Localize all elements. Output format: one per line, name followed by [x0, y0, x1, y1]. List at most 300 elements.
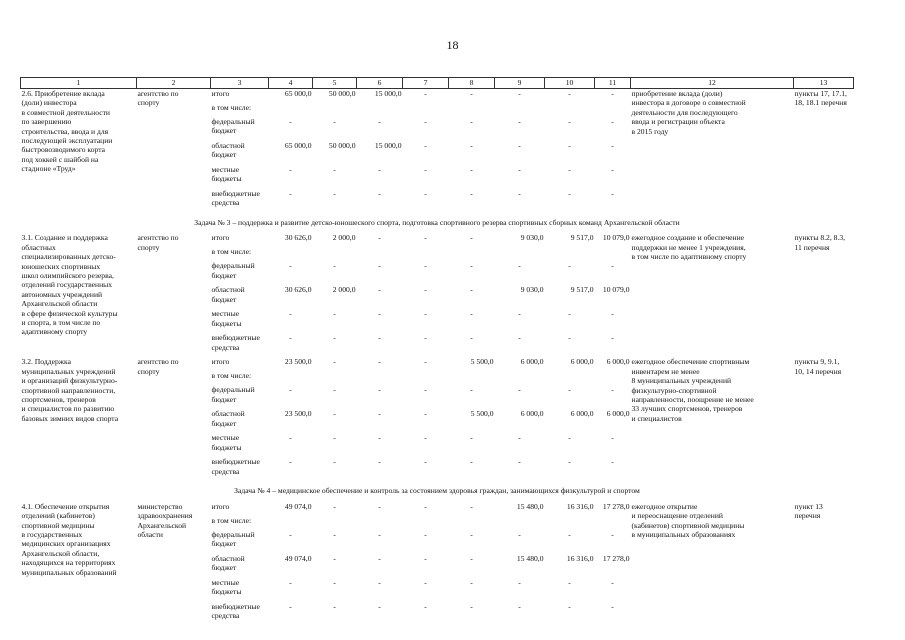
funding-value: [495, 371, 545, 385]
funding-source-line: областной: [211, 409, 245, 419]
funding-value: -: [424, 141, 427, 150]
activity-name-line: последующей эксплуатации: [21, 136, 113, 146]
funding-value: [449, 516, 495, 530]
funding-source-line: федеральный: [211, 385, 255, 395]
funding-value: -: [378, 333, 381, 343]
funding-value: -: [568, 141, 571, 150]
funding-value: -: [333, 189, 336, 198]
funding-value: -: [333, 553, 336, 563]
funding-value: -: [333, 457, 336, 467]
funding-value: -: [611, 117, 614, 126]
funding-value: 6 000,0: [570, 357, 594, 367]
funding-row: [21, 357, 854, 371]
funding-value: -: [378, 165, 381, 174]
funding-value: -: [289, 385, 292, 395]
funding-value: -: [568, 165, 571, 174]
funding-source: [211, 165, 269, 189]
funding-source-line: бюджет: [211, 150, 237, 160]
expected-result-line: и специалистов: [631, 413, 682, 423]
funding-value: -: [424, 409, 427, 419]
list-reference: [794, 502, 854, 626]
funding-value: -: [333, 433, 336, 443]
activity-name-line: специализированных детско-: [21, 252, 116, 262]
list-reference-line: пункты 17, 17.1,: [794, 89, 847, 98]
funding-value: -: [333, 577, 336, 587]
list-reference-line: 10, 14 перечня: [794, 366, 842, 376]
funding-value: -: [611, 141, 614, 150]
funding-value: [495, 103, 545, 117]
funding-source-line: в том числе:: [211, 371, 252, 381]
funding-value: 49 074,0: [284, 501, 312, 511]
column-number-header-row: [21, 78, 854, 89]
funding-source: [211, 247, 269, 261]
activity-name-line: и специалистов по развитию: [21, 404, 115, 414]
funding-value: -: [289, 189, 292, 198]
funding-value: [595, 103, 631, 117]
funding-value: -: [378, 457, 381, 467]
funding-source-line: бюджет: [211, 563, 237, 573]
funding-source-line: средства: [211, 611, 240, 621]
activity-name-line: спортивной медицины: [21, 520, 95, 530]
activity-name: [21, 233, 137, 357]
funding-source-line: бюджеты: [211, 174, 242, 184]
funding-source: [211, 261, 269, 285]
funding-value: -: [470, 601, 473, 611]
column-number: 1: [21, 78, 137, 89]
expected-result-line: приобретение вклада (доли): [631, 89, 723, 98]
executor: [137, 233, 211, 357]
funding-value: -: [333, 333, 336, 343]
funding-value: -: [289, 457, 292, 467]
funding-value: [269, 247, 313, 261]
activity-name-line: в совместной деятельности: [21, 107, 110, 117]
list-reference-line: 18, 18.1 перечня: [794, 98, 847, 108]
funding-value: -: [424, 189, 427, 198]
funding-value: [595, 371, 631, 385]
funding-value: [313, 371, 357, 385]
activity-name-line: 3.2. Поддержка: [21, 357, 71, 367]
funding-value: -: [518, 333, 521, 343]
funding-value: -: [378, 309, 381, 319]
activity-name-line: и спорта, в том числе по: [21, 318, 101, 328]
executor-line: министерство: [137, 501, 183, 511]
column-number: 11: [595, 78, 631, 89]
funding-source: [211, 385, 269, 409]
activity-name-line: (доли) инвестора: [21, 98, 77, 108]
funding-source-line: в том числе:: [211, 515, 252, 525]
funding-value: -: [611, 433, 614, 443]
funding-value: -: [378, 433, 381, 443]
funding-value: -: [378, 385, 381, 395]
funding-value: -: [611, 261, 614, 271]
column-number: 4: [269, 78, 313, 89]
funding-source-line: федеральный: [211, 529, 255, 539]
funding-value: -: [289, 261, 292, 271]
funding-value: 10 079,0: [602, 233, 630, 243]
funding-value: 9 517,0: [570, 233, 594, 243]
list-reference-line: пункт 13: [794, 501, 823, 511]
funding-source: [211, 89, 269, 104]
funding-source-line: итого: [211, 501, 230, 511]
funding-value: 2 000,0: [332, 285, 356, 295]
executor-line: спорту: [137, 366, 160, 376]
funding-value: 10 079,0: [602, 285, 630, 295]
funding-value: -: [568, 261, 571, 271]
funding-source-line: федеральный: [211, 261, 255, 271]
funding-source: [211, 233, 269, 247]
funding-value: -: [518, 309, 521, 319]
activity-name-line: быстровозводимого корта: [21, 145, 106, 155]
funding-value: -: [518, 601, 521, 611]
funding-value: 6 000,0: [570, 409, 594, 419]
funding-value: 30 626,0: [284, 233, 312, 243]
funding-value: [545, 371, 595, 385]
activity-name-line: по завершению: [21, 117, 72, 127]
funding-value: -: [378, 553, 381, 563]
funding-value: -: [378, 233, 381, 243]
funding-value: -: [611, 333, 614, 343]
activity-name-line: школ олимпийского резерва,: [21, 271, 114, 281]
activity-name-line: 2.6. Приобретение вклада: [21, 89, 105, 98]
funding-value: -: [568, 577, 571, 587]
activity-name-line: строительства, ввода и для: [21, 126, 109, 136]
funding-value: -: [378, 409, 381, 419]
expected-result: [631, 233, 794, 357]
column-number: 9: [495, 78, 545, 89]
funding-value: [449, 103, 495, 117]
funding-source-line: внебюджетные: [211, 189, 260, 198]
funding-value: 6 000,0: [606, 357, 630, 367]
funding-value: -: [424, 357, 427, 367]
funding-value: -: [470, 553, 473, 563]
funding-source: [211, 554, 269, 578]
funding-source: [211, 457, 269, 481]
funding-value: 15 000,0: [374, 141, 402, 150]
executor-line: Архангельской: [137, 520, 187, 530]
funding-value: [595, 247, 631, 261]
funding-value: [357, 516, 403, 530]
list-reference: [794, 233, 854, 357]
activity-name-line: медицинских организациях: [21, 539, 111, 549]
expected-result-line: в 2015 году: [631, 126, 669, 136]
activity-name: [21, 502, 137, 626]
executor-line: агентство по: [137, 233, 179, 243]
activity-name-line: спортивной направленности,: [21, 385, 116, 395]
funding-value: -: [568, 433, 571, 443]
funding-source-line: бюджет: [211, 539, 237, 549]
funding-source-line: итого: [211, 89, 230, 98]
activity-name-line: спортсменов, тренеров: [21, 395, 96, 405]
funding-source: [211, 371, 269, 385]
funding-value: 50 000,0: [328, 89, 356, 98]
expected-result: [631, 502, 794, 626]
funding-value: -: [470, 457, 473, 467]
funding-value: -: [470, 333, 473, 343]
funding-value: [403, 371, 449, 385]
funding-source: [211, 309, 269, 333]
funding-value: -: [424, 333, 427, 343]
funding-value: -: [470, 309, 473, 319]
funding-value: -: [333, 117, 336, 126]
executor-line: спорту: [137, 242, 160, 252]
funding-value: 15 000,0: [374, 89, 402, 98]
funding-value: -: [518, 433, 521, 443]
funding-value: -: [518, 385, 521, 395]
funding-value: -: [424, 309, 427, 319]
funding-value: -: [289, 577, 292, 587]
funding-row: [21, 89, 854, 104]
funding-value: -: [378, 117, 381, 126]
funding-value: -: [518, 529, 521, 539]
funding-value: [495, 247, 545, 261]
funding-source-line: средства: [211, 198, 240, 208]
activity-name-line: в сфере физической культуры: [21, 308, 118, 318]
funding-source: [211, 516, 269, 530]
page-number: 18: [446, 38, 459, 52]
task-heading: Задача № 3 – поддержка и развитие детско-юношеского спорта, подготовка спортивного резерва спортивных сборных команд Архангельской области: [194, 218, 680, 227]
funding-source-line: бюджет: [211, 294, 237, 304]
activity-name-line: областных: [21, 242, 56, 252]
funding-value: -: [470, 577, 473, 587]
funding-value: 49 074,0: [284, 553, 312, 563]
activity-name: [21, 89, 137, 214]
funding-value: 2 000,0: [332, 233, 356, 243]
funding-value: 17 278,0: [602, 501, 630, 511]
funding-value: [313, 103, 357, 117]
task-heading: Задача № 4 – медицинское обеспечение и контроль за состоянием здоровья граждан, занимающихся физкультурой и спортом: [234, 486, 640, 496]
funding-source-line: в том числе:: [211, 103, 252, 112]
funding-value: -: [289, 601, 292, 611]
funding-value: [269, 516, 313, 530]
executor-line: спорту: [137, 98, 160, 108]
expected-result-line: (кабинетов) спортивной медицины: [631, 520, 745, 530]
funding-value: -: [611, 89, 614, 98]
activity-name-line: Архангельской области: [21, 299, 98, 309]
funding-value: -: [518, 141, 521, 150]
funding-value: -: [333, 261, 336, 271]
funding-value: -: [470, 385, 473, 395]
funding-value: -: [518, 117, 521, 126]
activity-name-line: муниципальных образований: [21, 567, 117, 577]
funding-value: 9 030,0: [520, 285, 544, 295]
funding-source-line: бюджеты: [211, 587, 242, 597]
funding-source-line: бюджет: [211, 394, 237, 404]
funding-source: [211, 333, 269, 357]
table-body: [21, 78, 854, 626]
funding-value: -: [289, 309, 292, 319]
column-number: 7: [403, 78, 449, 89]
expected-result-line: в муниципальных образованиях: [631, 530, 736, 540]
funding-value: -: [378, 261, 381, 271]
funding-value: -: [568, 89, 571, 98]
funding-value: [495, 516, 545, 530]
funding-value: 16 316,0: [566, 553, 594, 563]
funding-value: -: [333, 357, 336, 367]
list-reference-line: 11 перечня: [794, 242, 830, 252]
funding-source-line: бюджет: [211, 270, 237, 280]
column-number: 8: [449, 78, 495, 89]
funding-row: [21, 233, 854, 247]
funding-value: [357, 371, 403, 385]
column-number: 3: [211, 78, 269, 89]
funding-value: -: [333, 501, 336, 511]
funding-value: [403, 247, 449, 261]
expected-result-line: инвентарем не менее: [631, 366, 700, 376]
funding-value: [269, 103, 313, 117]
funding-source: [211, 103, 269, 117]
activity-name-line: 3.1. Создание и поддержка: [21, 233, 108, 243]
funding-source: [211, 285, 269, 309]
funding-value: 6 000,0: [520, 357, 544, 367]
column-number: 13: [794, 78, 854, 89]
activity-name-line: отделений государственных: [21, 280, 113, 290]
funding-source-line: средства: [211, 466, 240, 476]
funding-value: -: [470, 433, 473, 443]
funding-value: -: [470, 529, 473, 539]
expected-result-line: ежегодное открытие: [631, 501, 698, 511]
funding-value: [269, 371, 313, 385]
funding-value: -: [518, 577, 521, 587]
activity-name-line: отделений (кабинетов): [21, 511, 95, 521]
funding-value: [403, 516, 449, 530]
funding-value: -: [424, 165, 427, 174]
expected-result: [631, 89, 794, 214]
funding-value: -: [378, 285, 381, 295]
funding-source-line: местные: [211, 309, 240, 319]
funding-source: [211, 409, 269, 433]
funding-value: -: [568, 385, 571, 395]
expected-result-line: поддержки не менее 1 учреждения,: [631, 242, 746, 252]
funding-value: 9 030,0: [520, 233, 544, 243]
funding-value: -: [568, 189, 571, 198]
funding-value: -: [518, 261, 521, 271]
funding-value: [357, 103, 403, 117]
expected-result-line: ежегодное обеспечение спортивным: [631, 357, 750, 367]
activity-name-line: базовых зимних видов спорта: [21, 413, 119, 423]
funding-value: [403, 103, 449, 117]
funding-value: -: [424, 433, 427, 443]
funding-value: -: [470, 117, 473, 126]
funding-value: [545, 516, 595, 530]
funding-value: -: [378, 189, 381, 198]
funding-value: -: [518, 89, 521, 98]
funding-value: -: [568, 333, 571, 343]
column-number: 5: [313, 78, 357, 89]
funding-value: -: [333, 309, 336, 319]
funding-value: -: [470, 261, 473, 271]
executor: [137, 89, 211, 214]
funding-value: 9 517,0: [570, 285, 594, 295]
funding-value: -: [611, 385, 614, 395]
funding-value: 65 000,0: [284, 141, 312, 150]
funding-value: -: [289, 433, 292, 443]
funding-source-line: федеральный: [211, 117, 255, 126]
funding-source-line: итого: [211, 357, 230, 367]
expected-result-line: ввода и регистрации объекта: [631, 117, 725, 127]
funding-source: [211, 141, 269, 165]
funding-source-line: местные: [211, 165, 240, 174]
funding-value: -: [568, 529, 571, 539]
funding-value: -: [611, 189, 614, 198]
activity-name-line: Архангельской области,: [21, 548, 100, 558]
funding-value: 16 316,0: [566, 501, 594, 511]
funding-value: 6 000,0: [606, 409, 630, 419]
funding-value: 23 500,0: [284, 357, 312, 367]
funding-source-line: средства: [211, 342, 240, 352]
column-number: 6: [357, 78, 403, 89]
funding-value: -: [378, 577, 381, 587]
funding-value: -: [611, 165, 614, 174]
funding-value: [449, 371, 495, 385]
funding-value: -: [333, 385, 336, 395]
executor-line: области: [137, 530, 163, 540]
funding-value: -: [470, 189, 473, 198]
funding-value: -: [424, 577, 427, 587]
expected-result-line: и переоснащение отделений: [631, 511, 723, 521]
funding-value: -: [470, 501, 473, 511]
funding-source-line: бюджеты: [211, 318, 242, 328]
funding-value: 17 278,0: [602, 553, 630, 563]
funding-value: -: [518, 189, 521, 198]
executor-line: агентство по: [137, 89, 179, 98]
column-number: 2: [137, 78, 211, 89]
funding-source: [211, 578, 269, 602]
funding-value: -: [424, 89, 427, 98]
funding-source: [211, 189, 269, 213]
list-reference: [794, 357, 854, 481]
funding-source-line: внебюджетные: [211, 601, 260, 611]
funding-value: 50 000,0: [328, 141, 356, 150]
expected-result: [631, 357, 794, 481]
expected-result-line: 33 лучших спортсменов, тренеров: [631, 404, 743, 414]
funding-source: [211, 530, 269, 554]
funding-source-line: бюджет: [211, 418, 237, 428]
funding-value: -: [424, 457, 427, 467]
funding-value: [595, 516, 631, 530]
list-reference-line: перечня: [794, 511, 821, 521]
funding-value: -: [378, 357, 381, 367]
funding-source-line: областной: [211, 285, 245, 295]
funding-value: -: [289, 165, 292, 174]
list-reference: [794, 89, 854, 214]
expected-result-line: ежегодное создание и обеспечение: [631, 233, 745, 243]
activity-name: [21, 357, 137, 481]
funding-source: [211, 602, 269, 626]
funding-value: -: [611, 601, 614, 611]
activity-name-line: в государственных: [21, 530, 83, 540]
funding-value: -: [424, 233, 427, 243]
list-reference-line: пункты 8.2, 8.3,: [794, 233, 846, 243]
funding-source-line: местные: [211, 433, 240, 443]
funding-value: -: [424, 501, 427, 511]
funding-value: -: [568, 117, 571, 126]
funding-value: -: [568, 309, 571, 319]
expected-result-line: деятельности для последующего: [631, 107, 738, 117]
funding-value: -: [378, 601, 381, 611]
activity-name-line: находящихся на территориях: [21, 558, 116, 568]
funding-value: -: [378, 529, 381, 539]
funding-value: -: [568, 457, 571, 467]
funding-source-line: местные: [211, 577, 240, 587]
funding-value: 30 626,0: [284, 285, 312, 295]
expected-result-line: физкультурно-спортивной: [631, 385, 717, 395]
executor: [137, 502, 211, 626]
funding-source-line: в том числе:: [211, 247, 252, 257]
funding-source: [211, 502, 269, 516]
funding-value: -: [333, 165, 336, 174]
funding-value: -: [470, 141, 473, 150]
funding-value: 23 500,0: [284, 409, 312, 419]
